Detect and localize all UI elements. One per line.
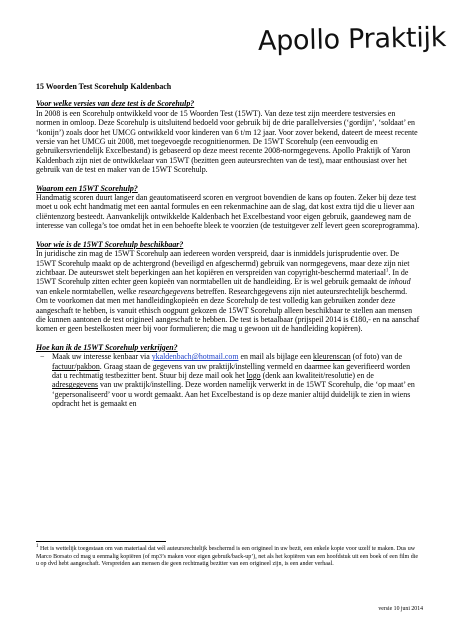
document-body — [36, 82, 421, 409]
footnote-text: Het is wettelijk toegestaan om van materiaal dat wél auteursrechtelijk beschermd is een origineel in uw bezit, een enkele kopie voor uzelf te maken. Dus uw Marco Borsato cd mag u eenmalig kopiëren (of mp3’s maken voor eigen gebruik/back-up’), net als het kopiëren van een hoofdstuk uit een boek of een film die u op dvd hebt aangeschaft. Verspreiden aan mensen die geen rechtmatig bezitter van een origineel zijn, is een ander verhaal. — [36, 546, 419, 568]
question-heading: Voor welke versies van deze test is de Scorehulp? — [36, 99, 195, 109]
answer-paragraph: Handmatig scoren duurt langer dan geautomatiseerd scoren en vergroot bovendien de kans op fouten. Zeker bij deze test moet u ook echt handmatig met een aantal formules en een rekenmachine aan de slag, dat kost extra tijd die u liever aan cliëntenzorg besteedt. Aanvankelijk ontwikkelde Kaldenbach het Excelbestand voor eigen gebruik, gaandeweg nam de interesse van collega’s toe omdat het in een behoefte bleek te voorzien (de testuitgever zelf levert geen scoreprogramma). — [36, 193, 420, 231]
answer-paragraph: In juridische zin mag de 15WT Scorehulp aan iedereen worden verspreid, daar is inmiddels jurisprudentie over. De 15WT Scorehulp maakt op de achtergrond (beveiligd en afgeschermd) gebruik van normgegevens, maar deze zijn niet zichtbaar. De auteurswet stelt beperkingen aan het kopiëren en verspreiden van copyright-beschermd materiaal$^1$. In de 15WT Scorehulp zitten echter geen kopieën van normtabellen uit de handleiding. Er is wel gebruik gemaakt de inhoud van enkele normtabellen, welke researchgegevens betreffen. Researchgegevens zijn niet auteursrechtelijk beschermd. — [36, 249, 411, 296]
question-heading: Hoe kan ik de 15WT Scorehulp verkrijgen? — [36, 342, 178, 352]
instruction-list — [36, 352, 421, 408]
question-heading: Waarom een 15WT Scorehulp? — [36, 183, 138, 193]
answer-paragraph: Om te voorkomen dat men met handleidingkopieën en deze Scorehulp de test volledig kan gebruiken zonder deze aangeschaft te hebben, is vanuit ethisch oogpunt gekozen de 15WT Scorehulp alleen beschikbaar te stellen aan mensen die kunnen aantonen de test origineel aangeschaft te hebben. De test is betaalbaar (prijspeil 2014 is €180,- en na aanschaf komen er geen bestelkosten meer bij voor formulieren; die mag u gewoon uit de handleiding kopiëren). — [36, 296, 420, 334]
document-title: 15 Woorden Test Scorehulp Kaldenbach — [36, 82, 172, 91]
list-item: − Maak uw interesse kenbaar via ykaldenbach@hotmail.com en mail als bijlage een kleurenscan (of foto) van de factuur/pakbon. Graag staan de gegevens van uw praktijk/instelling vermeld en daarmee kan geverifieerd worden dat u rechtmatig testbezitter bent. Stuur bij deze mail ook het logo (denk aan kwaliteit/resolutie) en de adresgegevens van uw praktijk/instelling. Deze worden namelijk verwerkt in de 15WT Scorehulp, die ‘op maat’ en ‘gepersonaliseerd’ voor u wordt gemaakt. Aan het Excelbestand is op deze manier altijd duidelijk te zien in wiens opdracht het is gemaakt en — [52, 352, 421, 408]
footnote-separator — [36, 541, 166, 542]
version-footer: versie 10 juni 2014 — [378, 606, 423, 612]
footnote — [36, 546, 421, 569]
footnote-reference[interactable]: 1 — [385, 268, 389, 274]
question-heading: Voor wie is de 15WT Scorehulp beschikbaar? — [36, 239, 184, 249]
apollo-praktijk-logo: Apollo Praktijk — [257, 22, 447, 57]
footnote-number: 1 — [36, 544, 39, 549]
answer-paragraph: In 2008 is een Scorehulp ontwikkeld voor de 15 Woorden Test (15WT). Van deze test zijn meerdere testversies en normen in omloop. Deze Scorehulp is uitsluitend bedoeld voor gebruik bij de drie parallelversies (‘gordijn’, ‘soldaat’ en ‘konijn’) zoals door het UMCG ontwikkeld voor kinderen van 6 t/m 12 jaar. Voor zover bekend, dateert de meest recente versie van het UMCG uit 2008, met toegevoegde recognitienormen. De 15WT Scorehulp (een eenvoudig en gebruikersvriendelijk Excelbestand) is gebaseerd op deze meest recente 2008-normgegevens. Apollo Praktijk of Yaron Kaldenbach zijn niet de ontwikkelaar van 15WT (bezitten geen auteursrechten van de test), maar enthousiast over het gebruik van de test en maker van de 15WT Scorehulp. — [36, 108, 418, 175]
email-link[interactable]: ykaldenbach@hotmail.com — [151, 352, 239, 362]
